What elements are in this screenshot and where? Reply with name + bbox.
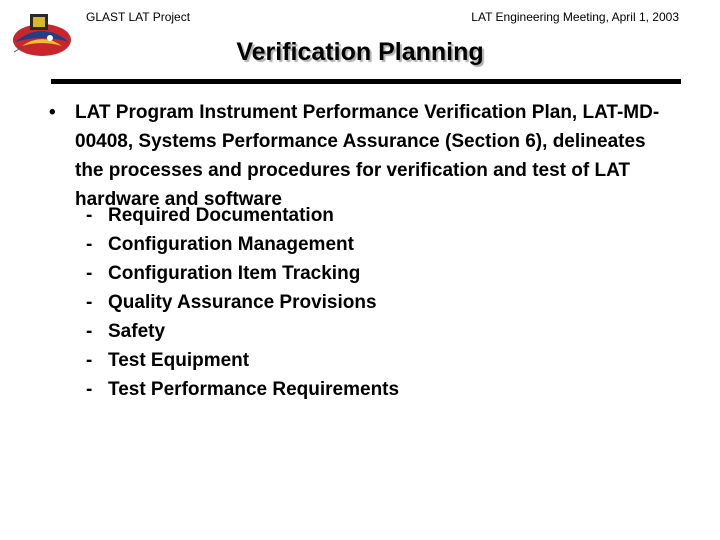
list-item xyxy=(86,230,399,259)
dash-marker: - xyxy=(86,379,93,400)
dash-marker: - xyxy=(86,234,93,255)
bullet-marker: • xyxy=(49,102,56,123)
sub-item-list xyxy=(86,201,399,404)
list-item-label: Test Equipment xyxy=(108,350,250,371)
list-item xyxy=(86,288,399,317)
main-bullet-text: LAT Program Instrument Performance Verification Plan, LAT-MD-00408, Systems Performance Assurance (Section 6), delineates the processes and procedures for verification and test of LAT hardware and software xyxy=(75,102,660,210)
dash-marker: - xyxy=(86,350,93,371)
page-title: Verification Planning xyxy=(236,38,484,66)
list-item-label: Required Documentation xyxy=(108,205,334,226)
main-bullet xyxy=(49,98,669,214)
dash-marker: - xyxy=(86,292,93,313)
list-item-label: Configuration Management xyxy=(108,234,354,255)
meeting-info: LAT Engineering Meeting, April 1, 2003 xyxy=(471,10,679,24)
list-item-label: Test Performance Requirements xyxy=(108,379,400,400)
project-name: GLAST LAT Project xyxy=(86,10,191,24)
list-item xyxy=(86,201,399,230)
dash-marker: - xyxy=(86,263,93,284)
title-divider xyxy=(51,79,681,84)
dash-marker: - xyxy=(86,205,93,226)
list-item xyxy=(86,317,399,346)
list-item-label: Configuration Item Tracking xyxy=(108,263,361,284)
list-item xyxy=(86,346,399,375)
list-item-label: Safety xyxy=(108,321,166,342)
list-item xyxy=(86,375,399,404)
list-item xyxy=(86,259,399,288)
list-item-label: Quality Assurance Provisions xyxy=(108,292,377,313)
dash-marker: - xyxy=(86,321,93,342)
